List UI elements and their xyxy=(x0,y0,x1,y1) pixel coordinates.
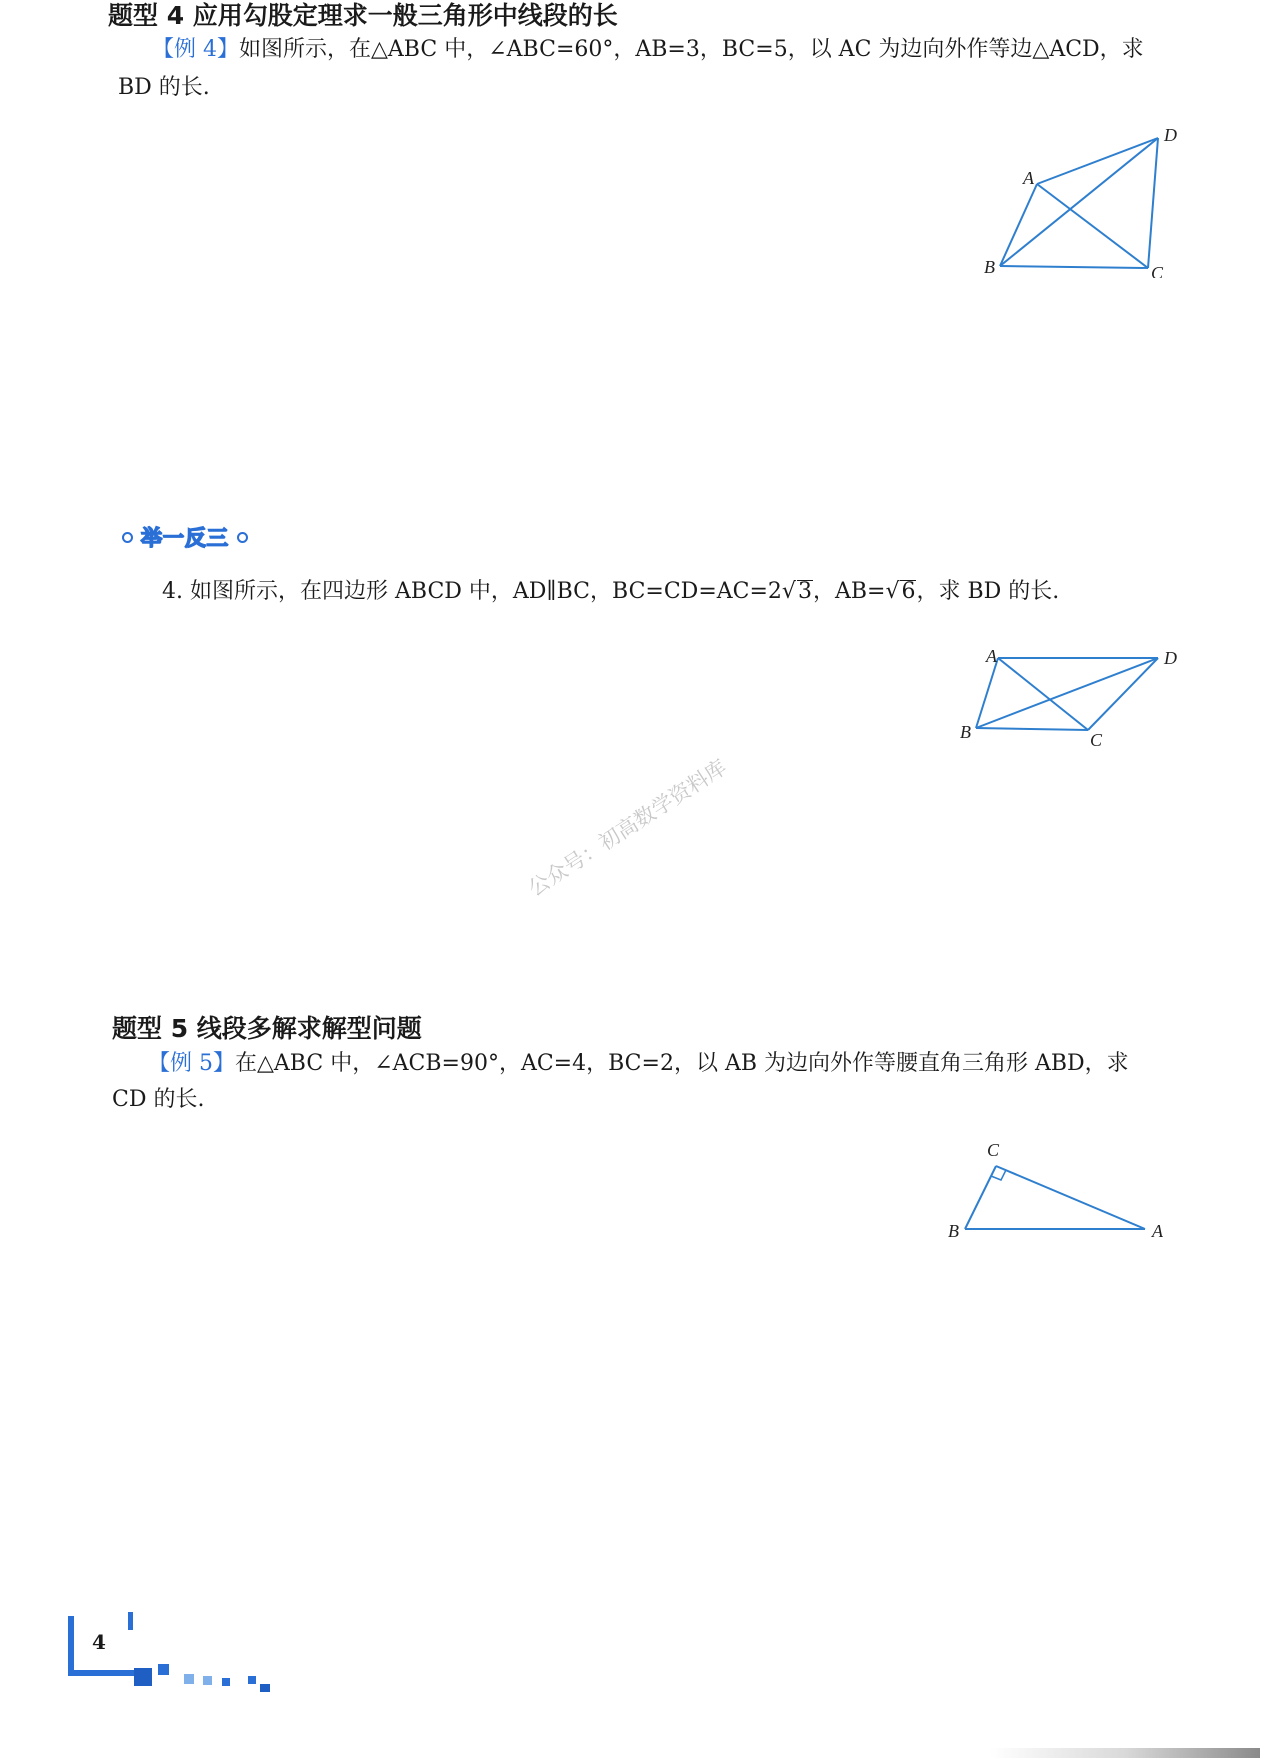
segment-cd xyxy=(1088,658,1158,730)
label-b: B xyxy=(960,722,971,742)
decor-square-icon xyxy=(134,1668,152,1686)
label-b: B xyxy=(984,257,995,277)
segment-bd xyxy=(1000,138,1158,266)
example4-tag: 【例 4】 xyxy=(152,37,239,62)
label-a: A xyxy=(986,646,997,666)
frame-corner-icon xyxy=(128,1612,133,1630)
scan-edge xyxy=(990,1748,1260,1758)
label-d: D xyxy=(1164,125,1177,145)
section5-heading: 题型 5 线段多解求解型问题 xyxy=(112,1014,422,1043)
decor-square-icon xyxy=(184,1674,194,1684)
page-number: 4 xyxy=(92,1630,106,1654)
figure-right-triangle xyxy=(940,1136,1180,1246)
segment-ad xyxy=(1037,138,1158,184)
label-a: A xyxy=(1152,1221,1163,1241)
segment-ba xyxy=(1000,184,1037,266)
example5-text: 在△ABC 中，∠ACB=90°，AC=4，BC=2，以 AB 为边向外作等腰直角三角形 ABD，求 xyxy=(235,1051,1129,1076)
decor-square-icon xyxy=(158,1664,169,1675)
decor-square-icon xyxy=(203,1676,212,1685)
segment-ca xyxy=(996,1166,1145,1229)
sqrt-three: 3 xyxy=(797,579,812,604)
example4-line2: BD 的长. xyxy=(118,75,210,100)
figure-triangle-acd xyxy=(970,118,1190,278)
label-a: A xyxy=(1023,168,1034,188)
figure-quadrilateral xyxy=(950,646,1190,746)
segment-dc xyxy=(1148,138,1158,268)
segment-ac xyxy=(1037,184,1148,268)
label-c: C xyxy=(1090,730,1103,746)
decor-square-icon xyxy=(260,1684,270,1692)
label-c: C xyxy=(987,1140,1000,1160)
practice-tag: 举一反三 xyxy=(141,526,229,550)
label-b: B xyxy=(948,1221,959,1241)
practice-problem: 4. 如图所示，在四边形 ABCD 中，AD∥BC，BC=CD=AC=2√3，AB=√6，求 BD 的长. xyxy=(162,579,1060,604)
example4-text: 如图所示，在△ABC 中，∠ABC=60°，AB=3，BC=5，以 AC 为边向外作等边△ACD，求 xyxy=(239,37,1144,62)
segment-ac xyxy=(998,658,1088,730)
segment-bc xyxy=(1000,266,1148,268)
label-c: C xyxy=(1151,263,1164,278)
dot-right-icon xyxy=(237,532,248,543)
segment-bc xyxy=(976,728,1088,730)
segment-bd xyxy=(976,658,1158,728)
example5-line2: CD 的长. xyxy=(112,1087,205,1112)
decor-square-icon xyxy=(248,1676,256,1684)
example5-line1 xyxy=(148,1044,1129,1084)
watermark: 公众号：初高数学资料库 xyxy=(524,754,731,901)
decor-square-icon xyxy=(222,1678,230,1686)
dot-left-icon xyxy=(122,532,133,543)
label-d: D xyxy=(1164,648,1177,668)
segment-ab xyxy=(976,658,998,728)
practice-suffix: ，求 BD 的长. xyxy=(916,579,1060,604)
practice-banner xyxy=(122,522,248,552)
sqrt-six: 6 xyxy=(901,579,916,604)
example5-tag: 【例 5】 xyxy=(148,1051,235,1076)
example4-line1 xyxy=(152,30,1144,70)
practice-prefix: 4. 如图所示，在四边形 ABCD 中，AD∥BC，BC=CD=AC=2 xyxy=(162,579,782,604)
section4-heading: 题型 4 应用勾股定理求一般三角形中线段的长 xyxy=(108,1,618,30)
practice-mid: ，AB= xyxy=(812,579,886,604)
